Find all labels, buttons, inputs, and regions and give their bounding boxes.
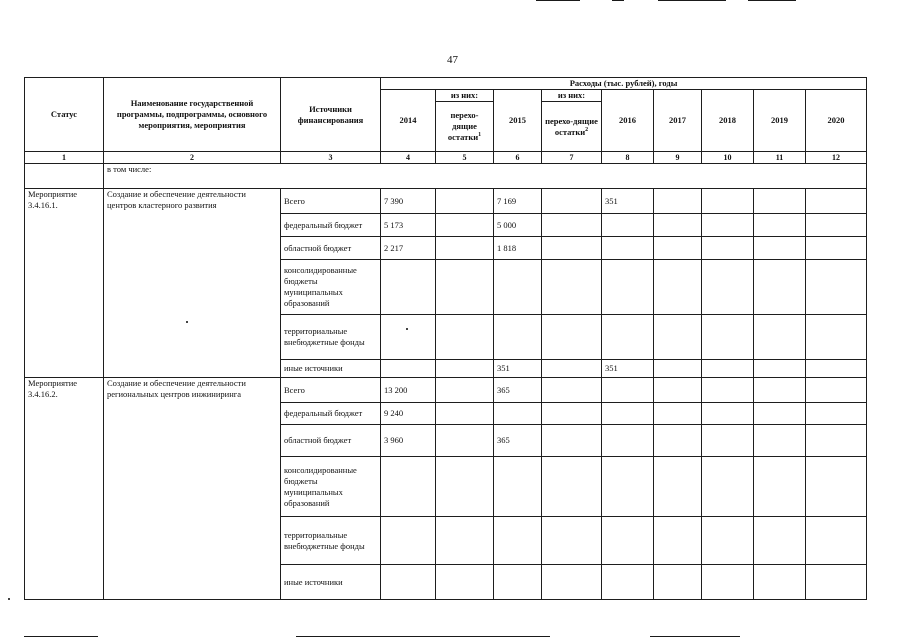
value-2020 (806, 565, 867, 600)
value-2015: 5 000 (494, 214, 542, 237)
value-2020 (806, 457, 867, 517)
value-carry-1 (436, 565, 494, 600)
value-2019 (754, 425, 806, 457)
value-carry-1 (436, 425, 494, 457)
value-2014: 2 217 (381, 237, 436, 260)
value-2016 (602, 425, 654, 457)
value-2015: 365 (494, 425, 542, 457)
column-number: 12 (806, 152, 867, 164)
column-number: 11 (754, 152, 806, 164)
value-2018 (702, 403, 754, 425)
value-2015 (494, 517, 542, 565)
value-2015: 365 (494, 378, 542, 403)
value-2018 (702, 237, 754, 260)
column-number: 2 (104, 152, 281, 164)
value-carry-1 (436, 214, 494, 237)
value-2017 (654, 457, 702, 517)
measure-name: Создание и обеспечение деятельности региональных центров инжиниринга (104, 378, 281, 600)
value-carry-2 (542, 378, 602, 403)
header-sources: Источники финансирования (281, 78, 381, 152)
value-2014: 9 240 (381, 403, 436, 425)
value-carry-1 (436, 315, 494, 360)
value-carry-2 (542, 517, 602, 565)
footnote-mark-1: 1 (478, 132, 482, 139)
value-carry-2 (542, 360, 602, 378)
value-2018 (702, 517, 754, 565)
value-2014 (381, 457, 436, 517)
source-cell: территориальные внебюджетные фонды (281, 517, 381, 565)
header-year-2020: 2020 (806, 90, 867, 152)
value-2020 (806, 189, 867, 214)
value-2015: 7 169 (494, 189, 542, 214)
value-2014 (381, 260, 436, 315)
intro-text: в том числе: (104, 164, 867, 189)
value-2019 (754, 214, 806, 237)
intro-status-cell (25, 164, 104, 189)
source-cell: консолидированные бюджеты муниципальных образований (281, 457, 381, 517)
scan-edge-top-1 (536, 0, 580, 1)
value-2020 (806, 315, 867, 360)
value-2016: 351 (602, 360, 654, 378)
value-2016 (602, 237, 654, 260)
value-2018 (702, 315, 754, 360)
header-of-them-2: из них: (542, 90, 602, 102)
value-carry-2 (542, 403, 602, 425)
value-2016 (602, 457, 654, 517)
column-number: 4 (381, 152, 436, 164)
measure-name: Создание и обеспечение деятельности центров кластерного развития (104, 189, 281, 378)
value-2018 (702, 260, 754, 315)
value-2016: 351 (602, 189, 654, 214)
header-year-2016: 2016 (602, 90, 654, 152)
column-number: 1 (25, 152, 104, 164)
value-carry-2 (542, 315, 602, 360)
value-2015 (494, 260, 542, 315)
value-2020 (806, 214, 867, 237)
value-2020 (806, 260, 867, 315)
value-2019 (754, 517, 806, 565)
scan-edge-top-4 (748, 0, 796, 1)
value-2019 (754, 189, 806, 214)
column-number: 5 (436, 152, 494, 164)
source-cell: иные источники (281, 565, 381, 600)
value-carry-2 (542, 565, 602, 600)
value-2015 (494, 315, 542, 360)
value-2014 (381, 565, 436, 600)
measure-status: Мероприятие 3.4.16.1. (25, 189, 104, 378)
value-2018 (702, 360, 754, 378)
scan-edge-top-2 (612, 0, 624, 1)
value-2015 (494, 457, 542, 517)
value-carry-2 (542, 189, 602, 214)
value-carry-1 (436, 189, 494, 214)
column-number: 10 (702, 152, 754, 164)
source-cell: областной бюджет (281, 237, 381, 260)
scan-edge-bottom-3 (650, 636, 740, 637)
header-year-2015: 2015 (494, 90, 542, 152)
value-2014 (381, 315, 436, 360)
value-2020 (806, 403, 867, 425)
value-carry-2 (542, 425, 602, 457)
value-2019 (754, 237, 806, 260)
header-year-2019: 2019 (754, 90, 806, 152)
budget-table (24, 77, 867, 600)
value-2017 (654, 360, 702, 378)
value-2017 (654, 403, 702, 425)
value-2016 (602, 517, 654, 565)
header-status: Статус (25, 78, 104, 152)
value-carry-1 (436, 237, 494, 260)
value-2016 (602, 403, 654, 425)
value-2018 (702, 214, 754, 237)
value-2016 (602, 214, 654, 237)
value-2019 (754, 457, 806, 517)
source-cell: Всего (281, 189, 381, 214)
value-carry-1 (436, 457, 494, 517)
header-year-2018: 2018 (702, 90, 754, 152)
value-2017 (654, 260, 702, 315)
source-cell: Всего (281, 378, 381, 403)
source-cell: территориальные внебюджетные фонды (281, 315, 381, 360)
table-row (25, 189, 867, 214)
value-2016 (602, 315, 654, 360)
measure-status: Мероприятие 3.4.16.2. (25, 378, 104, 600)
header-name: Наименование государственной программы, подпрограммы, основного мероприятия, мероприятия (104, 78, 281, 152)
value-2017 (654, 565, 702, 600)
value-carry-2 (542, 457, 602, 517)
value-2014: 3 960 (381, 425, 436, 457)
intro-row (25, 164, 867, 189)
header-carry-over-1: перехо-дящие остатки$^1$ (436, 102, 494, 152)
value-2017 (654, 378, 702, 403)
value-2014: 13 200 (381, 378, 436, 403)
value-2018 (702, 425, 754, 457)
value-carry-1 (436, 517, 494, 565)
value-2018 (702, 378, 754, 403)
value-2015 (494, 403, 542, 425)
value-2016 (602, 378, 654, 403)
value-carry-2 (542, 214, 602, 237)
value-2019 (754, 260, 806, 315)
header-expenses: Расходы (тыс. рублей), годы (381, 78, 867, 90)
header-year-2017: 2017 (654, 90, 702, 152)
scan-edge-top-3 (658, 0, 726, 1)
value-2019 (754, 315, 806, 360)
column-number: 3 (281, 152, 381, 164)
value-2014 (381, 517, 436, 565)
source-cell: иные источники (281, 360, 381, 378)
value-2019 (754, 378, 806, 403)
value-2018 (702, 565, 754, 600)
value-2017 (654, 315, 702, 360)
value-2017 (654, 214, 702, 237)
header-of-them-1: из них: (436, 90, 494, 102)
scan-edge-bottom-2 (296, 636, 550, 637)
value-carry-1 (436, 260, 494, 315)
value-2015: 351 (494, 360, 542, 378)
value-2018 (702, 189, 754, 214)
source-cell: федеральный бюджет (281, 214, 381, 237)
header-year-2014: 2014 (381, 90, 436, 152)
value-carry-2 (542, 237, 602, 260)
column-number: 7 (542, 152, 602, 164)
value-carry-1 (436, 360, 494, 378)
value-2020 (806, 360, 867, 378)
value-2017 (654, 189, 702, 214)
footnote-mark-2: 2 (585, 126, 589, 133)
value-2017 (654, 425, 702, 457)
value-2020 (806, 425, 867, 457)
table-row (25, 378, 867, 403)
column-number: 9 (654, 152, 702, 164)
column-number-row (25, 152, 867, 164)
value-2018 (702, 457, 754, 517)
value-2017 (654, 517, 702, 565)
value-2019 (754, 403, 806, 425)
source-cell: федеральный бюджет (281, 403, 381, 425)
value-2016 (602, 565, 654, 600)
column-number: 8 (602, 152, 654, 164)
column-number: 6 (494, 152, 542, 164)
source-cell: консолидированные бюджеты муниципальных образований (281, 260, 381, 315)
value-2017 (654, 237, 702, 260)
value-2016 (602, 260, 654, 315)
value-2015 (494, 565, 542, 600)
value-2020 (806, 378, 867, 403)
value-2015: 1 818 (494, 237, 542, 260)
value-2014: 5 173 (381, 214, 436, 237)
value-2020 (806, 237, 867, 260)
value-2014 (381, 360, 436, 378)
value-2014: 7 390 (381, 189, 436, 214)
source-cell: областной бюджет (281, 425, 381, 457)
value-2020 (806, 517, 867, 565)
header-carry-over-2: перехо-дящие остатки$^2$ (542, 102, 602, 152)
value-2019 (754, 565, 806, 600)
value-2019 (754, 360, 806, 378)
value-carry-1 (436, 403, 494, 425)
value-carry-2 (542, 260, 602, 315)
scan-edge-bottom-1 (24, 636, 98, 637)
value-carry-1 (436, 378, 494, 403)
page-number: 47 (447, 54, 458, 66)
scan-speck (8, 598, 10, 600)
